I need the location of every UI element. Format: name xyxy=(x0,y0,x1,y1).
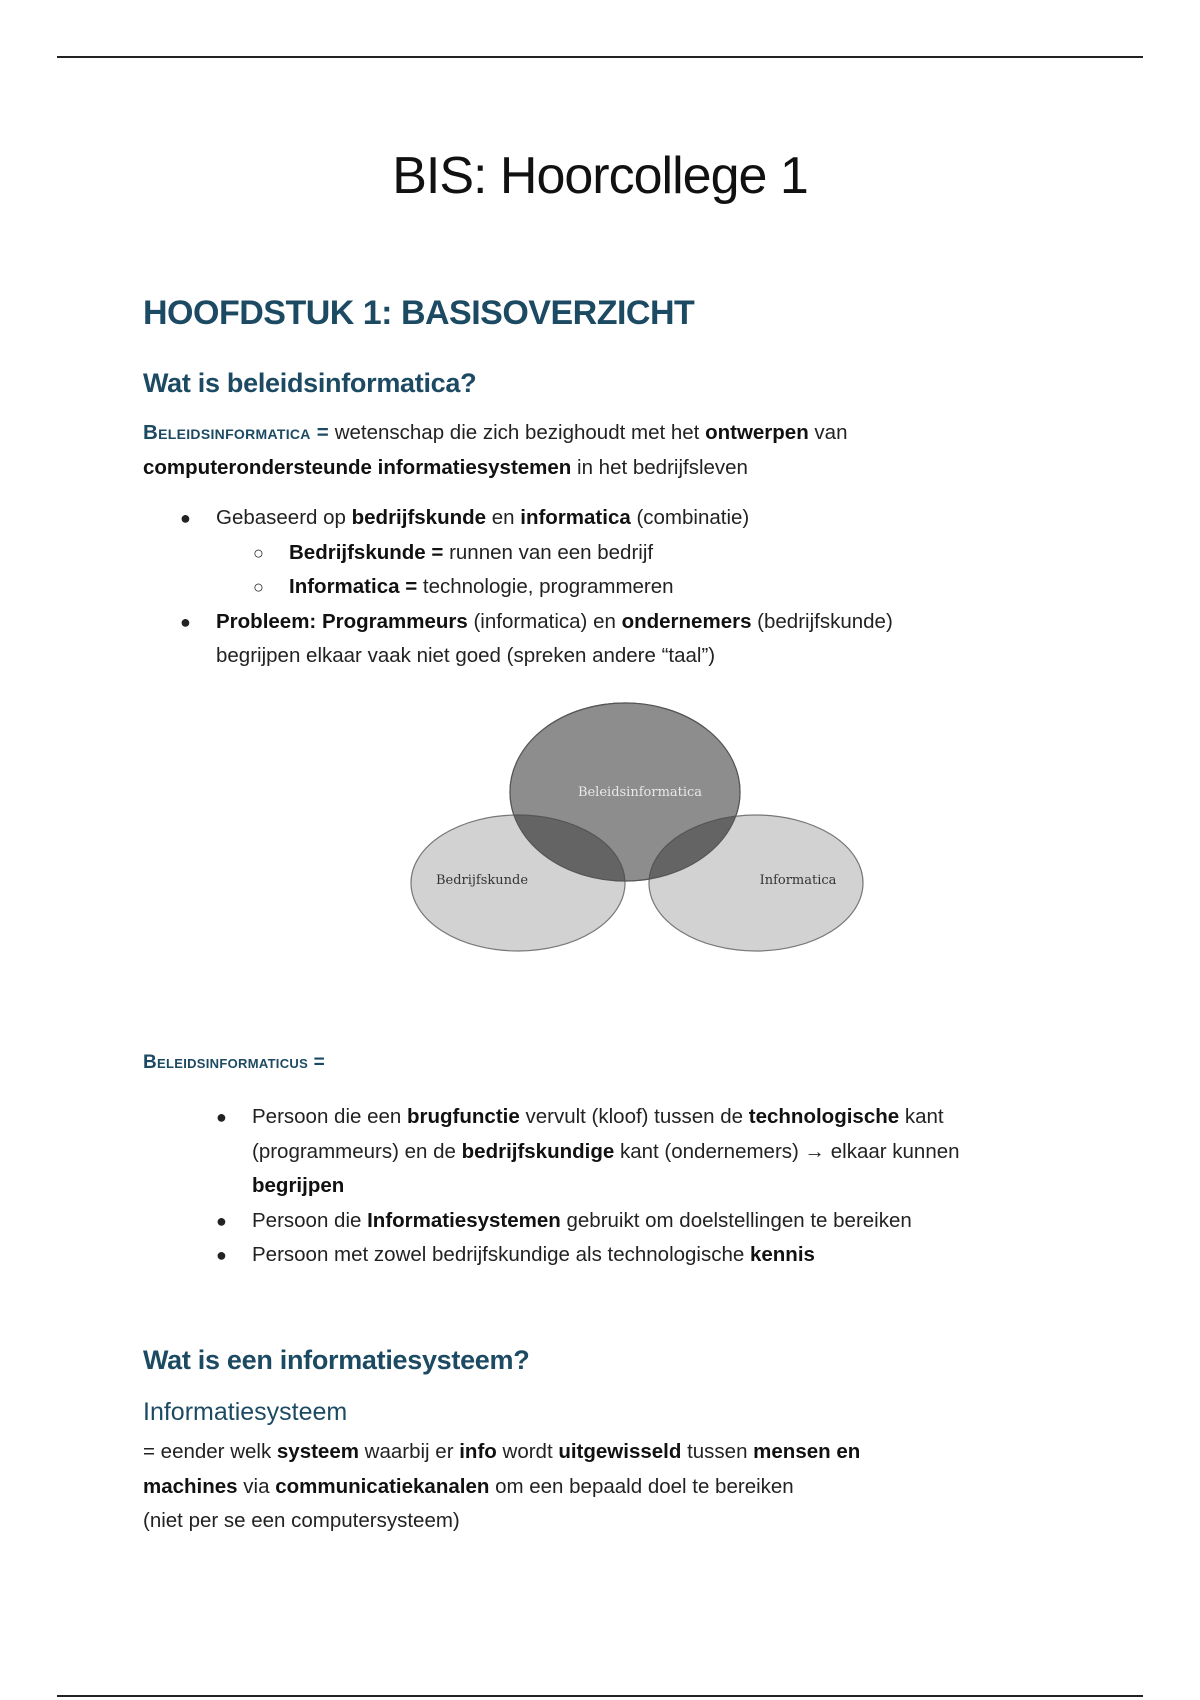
bullet-icon: ● xyxy=(216,1245,227,1265)
list-item: ● Persoon die een brugfunctie vervult (kloof) tussen de technologische kant (programmeurs) en de bedrijfskundige kant (ondernemers) → elkaar kunnen begrijpen xyxy=(252,1100,1082,1204)
bullet-icon: ● xyxy=(180,508,191,528)
top-rule xyxy=(57,56,1143,58)
basis-list xyxy=(180,501,1076,674)
section-heading-informatiesysteem: Wat is een informatiesysteem? xyxy=(143,1345,530,1375)
beleidsinformaticus-label xyxy=(143,1046,1083,1081)
circle-bullet-icon: ○ xyxy=(253,577,264,597)
bullet-icon: ● xyxy=(216,1107,227,1127)
sub-list xyxy=(216,536,1076,605)
definition-term: Beleidsinformatica = xyxy=(143,421,329,444)
page-title: BIS: Hoorcollege 1 xyxy=(392,147,808,205)
bottom-rule xyxy=(57,1695,1143,1697)
subheading-informatiesysteem: Informatiesysteem xyxy=(143,1398,348,1426)
list-item: ● Gebaseerd op bedrijfskunde en informatica (combinatie) ○ Bedrijfskunde = runnen van een bedrijf ○ Informatica = technologie, programmeren xyxy=(216,501,1076,605)
beleidsinformaticus-list xyxy=(216,1100,1082,1273)
sub-list-item: ○ Bedrijfskunde = runnen van een bedrijf xyxy=(289,536,1076,571)
definition-paragraph: Beleidsinformatica = wetenschap die zich bezighoudt met het ontwerpen van computerondersteunde informatiesystemen in het bedrijfsleven xyxy=(143,421,848,479)
venn-label-left: Bedrijfskunde xyxy=(435,873,529,888)
list-item: ● Persoon met zowel bedrijfskundige als technologische kennis xyxy=(252,1238,1082,1273)
bullet-icon: ● xyxy=(180,611,191,632)
beleidsinformaticus-term: Beleidsinformaticus = xyxy=(143,1052,326,1073)
list-item: ● Probleem: Programmeurs (informatica) en ondernemers (bedrijfskunde) begrijpen elkaar vaak niet goed (spreken andere “taal”) xyxy=(216,605,1076,674)
venn-label-right: Informatica xyxy=(759,873,837,888)
sub-list-item: ○ Informatica = technologie, programmeren xyxy=(289,570,1076,605)
circle-bullet-icon: ○ xyxy=(253,542,264,563)
list-item: ● Persoon die Informatiesystemen gebruikt om doelstellingen te bereiken xyxy=(252,1204,1082,1239)
informatiesysteem-paragraph: = eender welk systeem waarbij er info wordt uitgewisseld tussen mensen en machines via communicatiekanalen om een bepaald doel te bereiken (niet per se een computersysteem) xyxy=(143,1440,861,1532)
section-heading-beleidsinformatica: Wat is beleidsinformatica? xyxy=(143,368,477,398)
bullet-icon: ● xyxy=(216,1210,227,1231)
venn-diagram xyxy=(400,700,880,970)
venn-label-top: Beleidsinformatica xyxy=(577,785,703,800)
chapter-heading: HOOFDSTUK 1: BASISOVERZICHT xyxy=(143,294,695,332)
